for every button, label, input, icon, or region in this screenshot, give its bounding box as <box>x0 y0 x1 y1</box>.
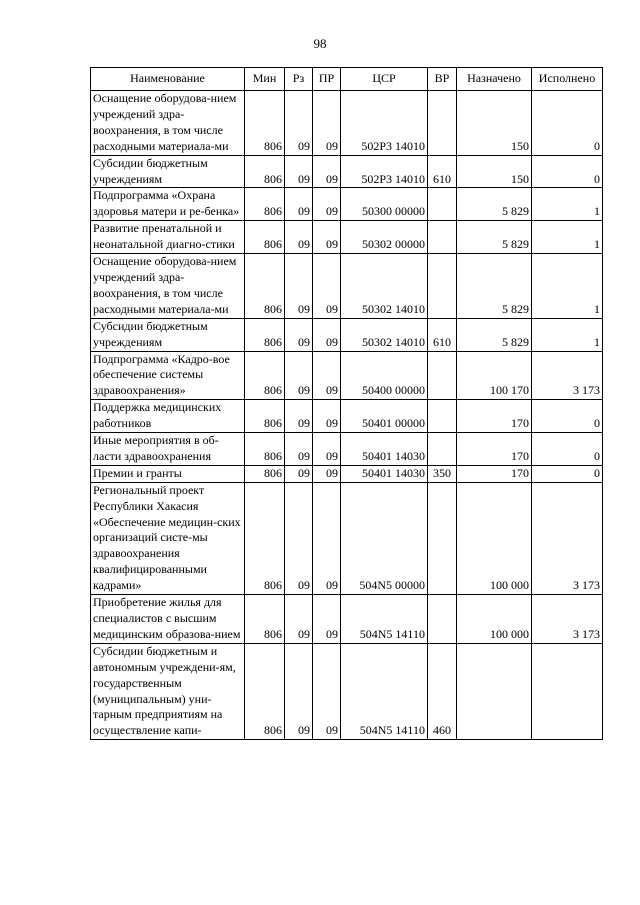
cell-done: 0 <box>532 433 603 466</box>
cell-pr: 09 <box>313 221 341 254</box>
cell-rz: 09 <box>285 155 313 188</box>
cell-done: 1 <box>532 254 603 319</box>
cell-rz: 09 <box>285 351 313 400</box>
cell-vr: 610 <box>428 155 457 188</box>
cell-rz: 09 <box>285 465 313 482</box>
cell-done: 1 <box>532 188 603 221</box>
cell-csr: 50401 14030 <box>341 433 428 466</box>
cell-name: Поддержка медицинских работников <box>91 400 245 433</box>
cell-vr <box>428 91 457 156</box>
cell-done: 3 173 <box>532 595 603 644</box>
cell-vr <box>428 221 457 254</box>
cell-name: Подпрограмма «Охрана здоровья матери и ре-бенка» <box>91 188 245 221</box>
cell-done: 1 <box>532 221 603 254</box>
cell-rz: 09 <box>285 91 313 156</box>
cell-vr <box>428 400 457 433</box>
cell-name: Оснащение оборудова-нием учреждений здра-воохранения, в том числе расходными материала-ми <box>91 254 245 319</box>
cell-done: 0 <box>532 400 603 433</box>
cell-min: 806 <box>245 400 285 433</box>
cell-csr: 504N5 00000 <box>341 482 428 594</box>
table-row <box>91 351 603 400</box>
cell-rz: 09 <box>285 433 313 466</box>
cell-min: 806 <box>245 595 285 644</box>
cell-min: 806 <box>245 482 285 594</box>
table-row <box>91 155 603 188</box>
cell-assigned: 150 <box>457 91 532 156</box>
header-min: Мин <box>245 68 285 91</box>
table-row <box>91 433 603 466</box>
cell-done: 0 <box>532 155 603 188</box>
cell-min: 806 <box>245 465 285 482</box>
cell-csr: 50302 14010 <box>341 254 428 319</box>
cell-name: Субсидии бюджетным учреждениям <box>91 318 245 351</box>
header-name: Наименование <box>91 68 245 91</box>
cell-pr: 09 <box>313 254 341 319</box>
cell-pr: 09 <box>313 643 341 739</box>
cell-pr: 09 <box>313 318 341 351</box>
cell-rz: 09 <box>285 482 313 594</box>
page-number: 98 <box>313 36 327 51</box>
cell-assigned: 100 000 <box>457 482 532 594</box>
budget-table <box>90 67 603 740</box>
cell-name: Субсидии бюджетным и автономным учреждени-ям, государственным (муниципальным) уни-тарным предприятиям на осуществление капи- <box>91 643 245 739</box>
cell-name: Премии и гранты <box>91 465 245 482</box>
cell-done: 3 173 <box>532 351 603 400</box>
cell-pr: 09 <box>313 188 341 221</box>
cell-rz: 09 <box>285 643 313 739</box>
table-row <box>91 400 603 433</box>
cell-done: 0 <box>532 91 603 156</box>
header-vr: ВР <box>428 68 457 91</box>
cell-min: 806 <box>245 91 285 156</box>
cell-name: Оснащение оборудова-нием учреждений здра-воохранения, в том числе расходными материала-ми <box>91 91 245 156</box>
cell-csr: 504N5 14110 <box>341 643 428 739</box>
cell-vr <box>428 595 457 644</box>
cell-min: 806 <box>245 188 285 221</box>
cell-name: Развитие пренатальной и неонатальной диагно-стики <box>91 221 245 254</box>
table-row <box>91 188 603 221</box>
cell-name: Приобретение жилья для специалистов с высшим медицинским образова-нием <box>91 595 245 644</box>
cell-min: 806 <box>245 155 285 188</box>
header-assigned: Назначено <box>457 68 532 91</box>
header-rz: Рз <box>285 68 313 91</box>
table-header-row <box>91 68 603 91</box>
cell-vr <box>428 351 457 400</box>
cell-pr: 09 <box>313 465 341 482</box>
cell-csr: 502Р3 14010 <box>341 91 428 156</box>
cell-assigned: 5 829 <box>457 221 532 254</box>
cell-min: 806 <box>245 643 285 739</box>
cell-min: 806 <box>245 254 285 319</box>
cell-min: 806 <box>245 221 285 254</box>
cell-assigned: 170 <box>457 433 532 466</box>
header-pr: ПР <box>313 68 341 91</box>
cell-csr: 50300 00000 <box>341 188 428 221</box>
cell-done: 3 173 <box>532 482 603 594</box>
cell-done: 1 <box>532 318 603 351</box>
cell-rz: 09 <box>285 318 313 351</box>
cell-name: Субсидии бюджетным учреждениям <box>91 155 245 188</box>
cell-csr: 50401 00000 <box>341 400 428 433</box>
cell-pr: 09 <box>313 595 341 644</box>
cell-vr <box>428 254 457 319</box>
cell-done <box>532 643 603 739</box>
cell-assigned: 170 <box>457 400 532 433</box>
cell-vr <box>428 482 457 594</box>
cell-csr: 50302 00000 <box>341 221 428 254</box>
cell-vr: 460 <box>428 643 457 739</box>
cell-pr: 09 <box>313 351 341 400</box>
cell-vr <box>428 188 457 221</box>
cell-pr: 09 <box>313 91 341 156</box>
cell-csr: 50400 00000 <box>341 351 428 400</box>
cell-assigned: 5 829 <box>457 318 532 351</box>
cell-assigned: 5 829 <box>457 188 532 221</box>
table-row <box>91 221 603 254</box>
cell-pr: 09 <box>313 155 341 188</box>
table-row <box>91 595 603 644</box>
cell-vr: 610 <box>428 318 457 351</box>
cell-vr <box>428 433 457 466</box>
cell-assigned: 170 <box>457 465 532 482</box>
cell-rz: 09 <box>285 595 313 644</box>
cell-assigned: 150 <box>457 155 532 188</box>
table-row <box>91 465 603 482</box>
cell-pr: 09 <box>313 400 341 433</box>
table-row <box>91 643 603 739</box>
header-done: Исполнено <box>532 68 603 91</box>
cell-rz: 09 <box>285 221 313 254</box>
cell-pr: 09 <box>313 433 341 466</box>
cell-assigned: 100 170 <box>457 351 532 400</box>
cell-vr: 350 <box>428 465 457 482</box>
cell-min: 806 <box>245 318 285 351</box>
cell-name: Региональный проект Республики Хакасия «Обеспечение медицин-ских организаций систе-мы здравоохранения квалифицированными кадрами» <box>91 482 245 594</box>
cell-assigned <box>457 643 532 739</box>
cell-csr: 50401 14030 <box>341 465 428 482</box>
cell-csr: 50302 14010 <box>341 318 428 351</box>
cell-rz: 09 <box>285 400 313 433</box>
table-row <box>91 482 603 594</box>
cell-csr: 502Р3 14010 <box>341 155 428 188</box>
header-csr: ЦСР <box>341 68 428 91</box>
cell-rz: 09 <box>285 188 313 221</box>
table-row <box>91 254 603 319</box>
cell-name: Подпрограмма «Кадро-вое обеспечение системы здравоохранения» <box>91 351 245 400</box>
table-row <box>91 318 603 351</box>
cell-name: Иные мероприятия в об-ласти здравоохранения <box>91 433 245 466</box>
cell-assigned: 100 000 <box>457 595 532 644</box>
cell-min: 806 <box>245 433 285 466</box>
cell-assigned: 5 829 <box>457 254 532 319</box>
cell-min: 806 <box>245 351 285 400</box>
cell-rz: 09 <box>285 254 313 319</box>
cell-done: 0 <box>532 465 603 482</box>
table-row <box>91 91 603 156</box>
cell-pr: 09 <box>313 482 341 594</box>
cell-csr: 504N5 14110 <box>341 595 428 644</box>
